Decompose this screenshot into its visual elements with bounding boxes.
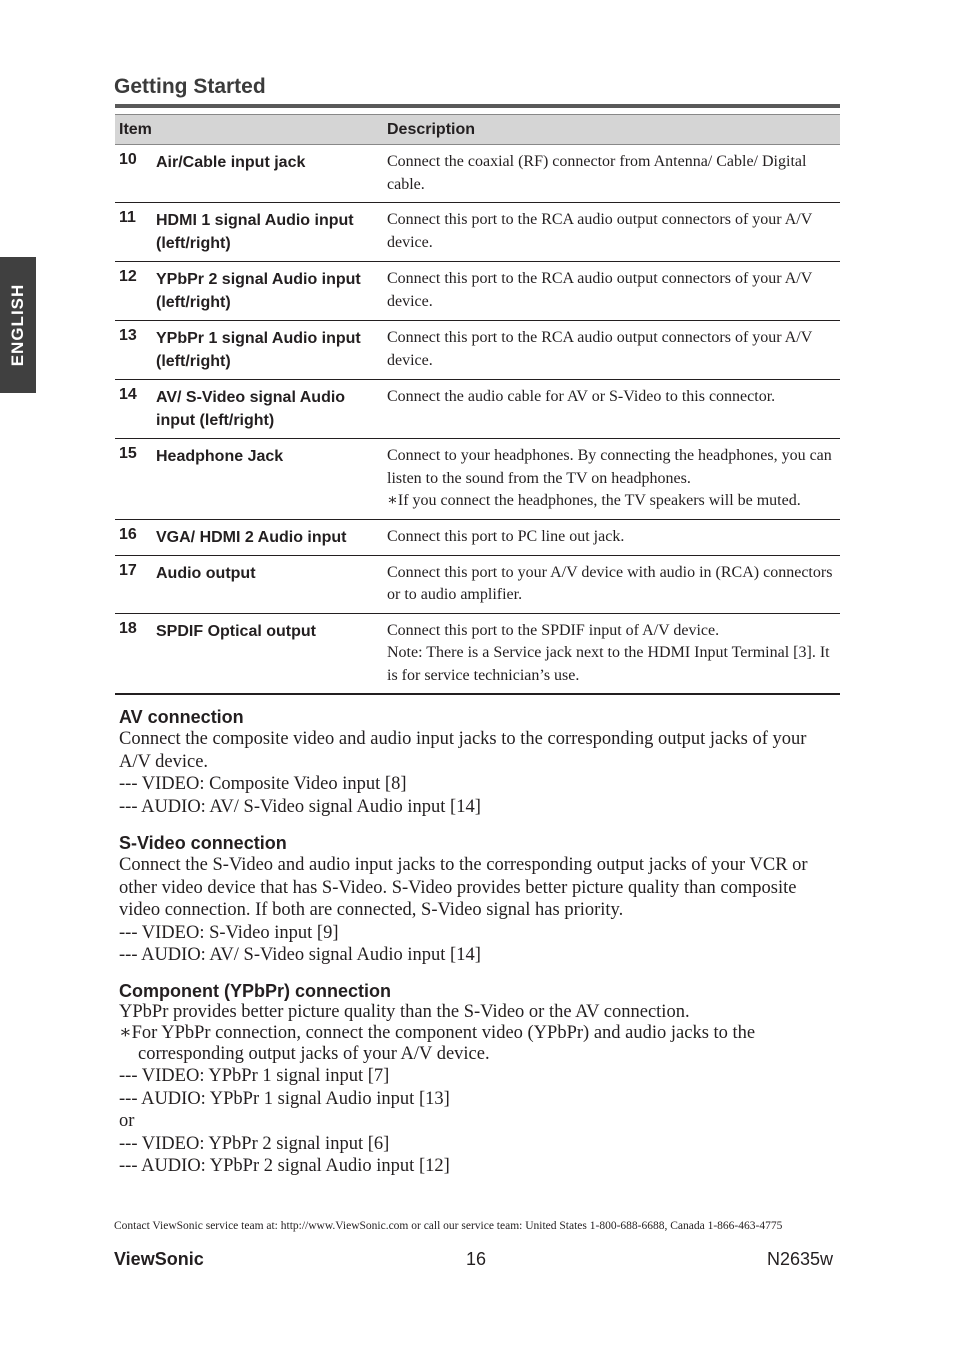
description-text: Connect the coaxial (RF) connector from Antenna/ Cable/ Digital cable. <box>387 153 807 193</box>
description-text: Connect this port to the SPDIF input of A/V device. <box>387 621 720 639</box>
connector-table <box>115 114 840 695</box>
row-description <box>383 262 840 321</box>
row-item: YPbPr 2 signal Audio input (left/right) <box>156 262 383 321</box>
row-item: YPbPr 1 signal Audio input (left/right) <box>156 321 383 380</box>
row-number: 15 <box>115 439 156 520</box>
component-video2: --- VIDEO: YPbPr 2 signal input [6] <box>119 1133 390 1154</box>
language-side-tab <box>0 257 36 393</box>
contact-line: Contact ViewSonic service team at: http://www.ViewSonic.com or call our service team: United States 1-800-688-6688, Canada 1-866-463-4775 <box>114 1220 783 1232</box>
row-number: 13 <box>115 321 156 380</box>
row-item: Air/Cable input jack <box>156 145 383 203</box>
av-connection-section <box>119 706 841 818</box>
description-text: Note: There is a Service jack next to the HDMI Input Terminal [3]. It is for service technician’s use. <box>387 644 830 684</box>
component-video1: --- VIDEO: YPbPr 1 signal input [7] <box>119 1066 390 1086</box>
component-heading: Component (YPbPr) connection <box>119 981 391 1001</box>
page-number: 16 <box>466 1249 487 1269</box>
row-description <box>383 380 840 439</box>
row-number: 10 <box>115 145 156 203</box>
table-row <box>115 203 840 262</box>
row-description <box>383 439 840 520</box>
row-description <box>383 203 840 262</box>
section-title: Getting Started <box>114 75 266 98</box>
row-number: 18 <box>115 613 156 694</box>
description-text: Connect this port to the RCA audio output connectors of your A/V device. <box>387 329 812 369</box>
model-number: N2635w <box>767 1249 834 1269</box>
description-text: Connect the audio cable for AV or S-Video to this connector. <box>387 388 776 405</box>
row-description <box>383 321 840 380</box>
svideo-intro: Connect the S-Video and audio input jacks to the corresponding output jacks of your VCR or other video device that has S-Video. S-Video provides better picture quality than composite video connection. If both are connected, S-Video signal has priority. <box>119 855 808 920</box>
table-header-row <box>115 115 840 145</box>
row-description <box>383 613 840 694</box>
svideo-audio: --- AUDIO: AV/ S-Video signal Audio input [14] <box>119 945 481 965</box>
table-row <box>115 380 840 439</box>
svideo-connection-section <box>119 832 841 967</box>
svideo-video: --- VIDEO: S-Video input [9] <box>119 922 339 943</box>
table-row <box>115 519 840 555</box>
description-note: ∗If you connect the headphones, the TV speakers will be muted. <box>387 492 801 509</box>
title-rule <box>115 104 840 108</box>
description-text: Connect this port to the RCA audio output connectors of your A/V device. <box>387 211 812 251</box>
table-row <box>115 145 840 203</box>
av-heading: AV connection <box>119 707 244 727</box>
description-text: Connect to your headphones. By connecting the headphones, you can listen to the sound from the TV on headphones. <box>387 447 832 487</box>
row-item: VGA/ HDMI 2 Audio input <box>156 519 383 555</box>
row-item: HDMI 1 signal Audio input (left/right) <box>156 203 383 262</box>
row-number: 17 <box>115 555 156 613</box>
row-description <box>383 145 840 203</box>
description-text: Connect this port to the RCA audio output connectors of your A/V device. <box>387 270 812 310</box>
table-row <box>115 262 840 321</box>
component-or: or <box>119 1111 135 1131</box>
description-text: Connect this port to your A/V device with audio in (RCA) connectors or to audio amplifier. <box>387 563 833 603</box>
row-item: AV/ S-Video signal Audio input (left/right) <box>156 380 383 439</box>
footer-brand: ViewSonic <box>114 1249 204 1269</box>
header-description: Description <box>383 115 840 145</box>
av-audio: --- AUDIO: AV/ S-Video signal Audio input [14] <box>119 796 481 817</box>
component-audio2: --- AUDIO: YPbPr 2 signal Audio input [12] <box>119 1156 450 1176</box>
component-intro: YPbPr provides better picture quality than the S-Video or the AV connection. <box>119 1002 690 1022</box>
table-row <box>115 555 840 613</box>
svideo-heading: S-Video connection <box>119 833 287 853</box>
row-number: 11 <box>115 203 156 262</box>
component-connection-section <box>119 980 841 1178</box>
av-intro: Connect the composite video and audio input jacks to the corresponding output jacks of your A/V device. <box>119 729 807 772</box>
av-video: --- VIDEO: Composite Video input [8] <box>119 774 407 794</box>
side-tab-label: ENGLISH <box>8 283 27 367</box>
row-number: 16 <box>115 519 156 555</box>
row-description <box>383 519 840 555</box>
table-row <box>115 321 840 380</box>
header-item: Item <box>115 115 383 145</box>
row-item: Audio output <box>156 555 383 613</box>
row-item: Headphone Jack <box>156 439 383 520</box>
row-number: 12 <box>115 262 156 321</box>
description-text: Connect this port to PC line out jack. <box>387 527 625 545</box>
table-row <box>115 613 840 694</box>
row-item: SPDIF Optical output <box>156 613 383 694</box>
row-number: 14 <box>115 380 156 439</box>
table-row <box>115 439 840 520</box>
component-audio1: --- AUDIO: YPbPr 1 signal Audio input [13] <box>119 1088 450 1109</box>
component-note: ∗For YPbPr connection, connect the component video (YPbPr) and audio jacks to the corresponding output jacks of your A/V device. <box>119 1023 756 1064</box>
row-description <box>383 555 840 613</box>
